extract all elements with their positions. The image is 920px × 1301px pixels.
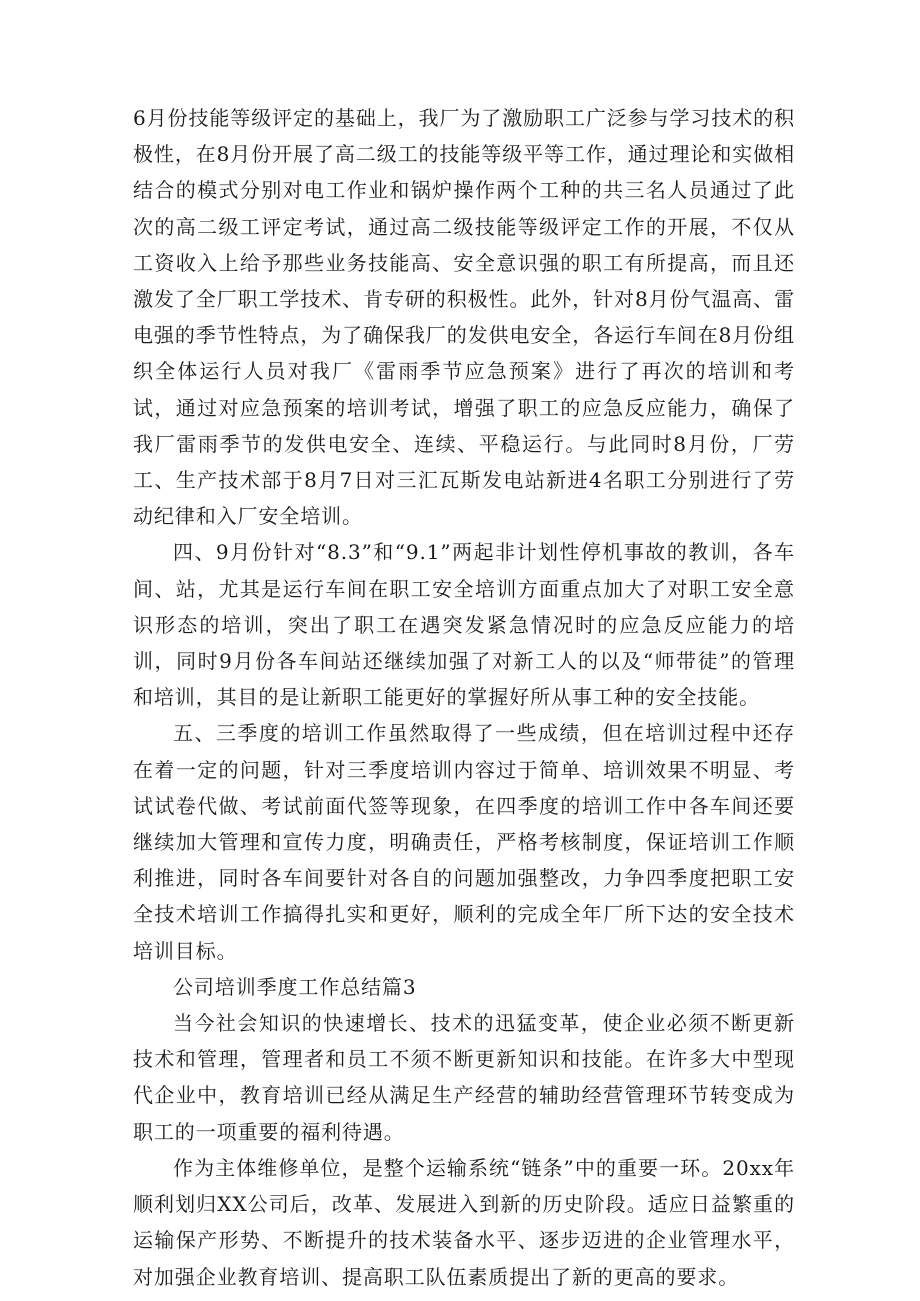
paragraph-unit: 作为主体维修单位，是整个运输系统“链条”中的重要一环。20xx年顺利划归XX公司后，改革、发展进入到新的历史阶段。适应日益繁重的运输保产形势、不断提升的技术装备水平、逐步迈进的企业管理水平，对加强企业教育培训、提高职工队伍素质提出了新的更高的要求。 — [133, 1155, 795, 1289]
paragraph-continuation: 6月份技能等级评定的基础上，我厂为了激励职工广泛参与学习技术的积极性，在8月份开展了高二级工的技能等级平等工作，通过理论和实做相结合的模式分别对电工作业和锅炉操作两个工种的共三名人员通过了此次的高二级工评定考试，通过高二级技能等级评定工作的开展，不仅从工资收入上给予那些业务技能高、安全意识强的职工有所提高，而且还激发了全厂职工学技术、肯专研的积极性。此外，针对8月份气温高、雷电强的季节性特点，为了确保我厂的发供电安全，各运行车间在8月份组织全体运行人员对我厂《雷雨季节应急预案》进行了再次的培训和考试，通过对应急预案的培训考试，增强了职工的应急反应能力，确保了我厂雷雨季节的发供电安全、连续、平稳运行。与此同时8月份，厂劳工、生产技术部于8月7日对三汇瓦斯发电站新进4名职工分别进行了劳动纪律和入厂安全培训。 — [133, 106, 795, 529]
paragraph-intro: 当今社会知识的快速增长、技术的迅猛变革，使企业必须不断更新技术和管理，管理者和员工不须不断更新知识和技能。在许多大中型现代企业中，教育培训已经从满足生产经营的辅助经营管理环节转变成为职工的一项重要的福利待遇。 — [133, 1011, 795, 1144]
document-body — [133, 100, 795, 1295]
section-heading: 公司培训季度工作总结篇3 — [173, 974, 417, 999]
paragraph-section-five: 五、三季度的培训工作虽然取得了一些成绩，但在培训过程中还存在着一定的问题，针对三季度培训内容过于简单、培训效果不明显、考试试卷代做、考试前面代签等现象，在四季度的培训工作中各车间还要继续加大管理和宣传力度，明确责任，严格考核制度，保证培训工作顺利推进，同时各车间要针对各自的问题加强整改，力争四季度把职工安全技术培训工作搞得扎实和更好，顺利的完成全年厂所下达的安全技术培训目标。 — [133, 721, 795, 963]
paragraph-section-four: 四、9月份针对“8.3”和“9.1”两起非计划性停机事故的教训，各车间、站，尤其是运行车间在职工安全培训方面重点加大了对职工安全意识形态的培训，突出了职工在遇突发紧急情况时的应急反应能力的培训，同时9月份各车间站还继续加强了对新工人的以及“师带徒”的管理和培训，其目的是让新职工能更好的掌握好所从事工种的安全技能。 — [133, 540, 795, 710]
